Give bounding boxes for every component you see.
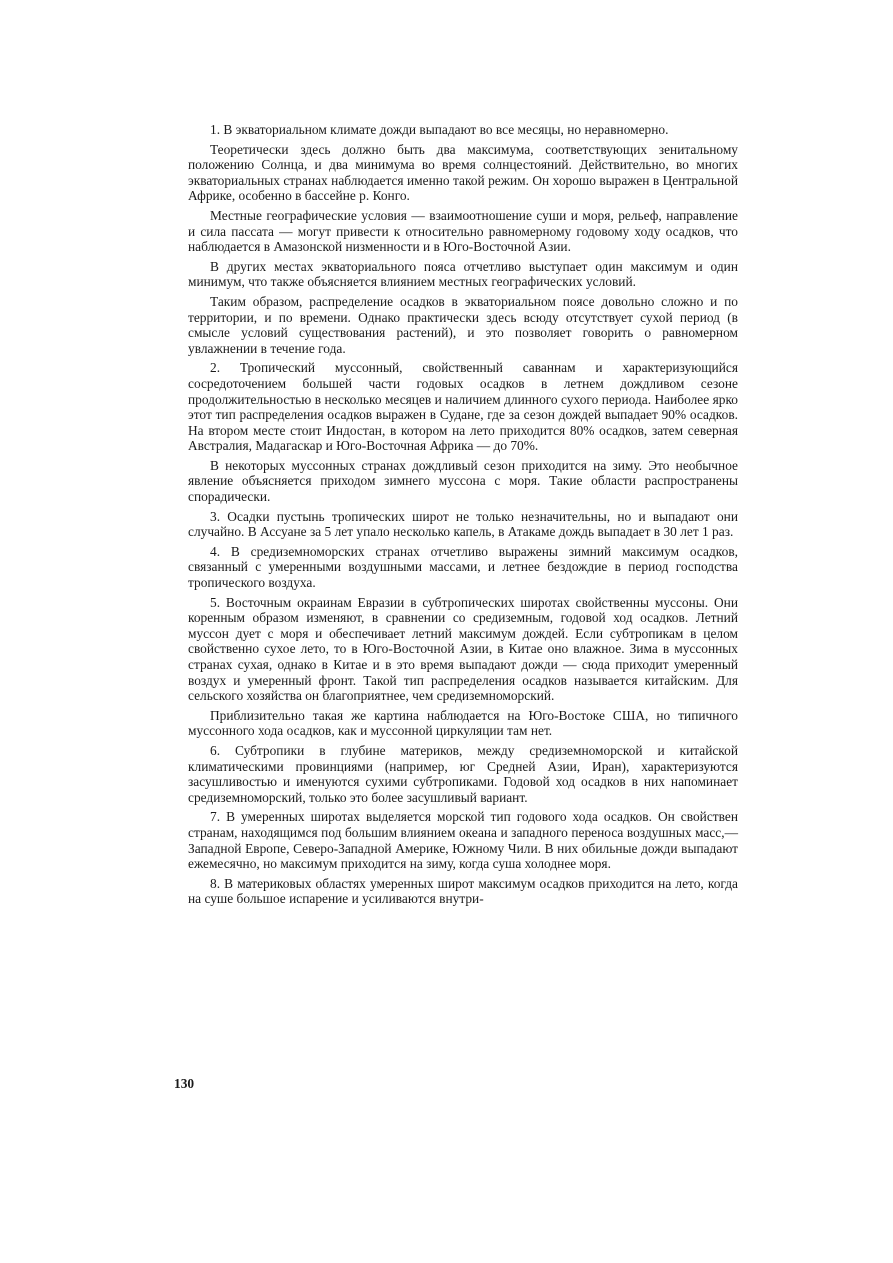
paragraph-6: 2. Тропический муссонный, свойственный саваннам и характеризующийся сосредоточением большей части годовых осадков в летнем дождливом сезоне продолжительностью в несколько месяцев и наличием длинного сухого периода. Наиболее ярко этот тип распределения осадков выражен в Судане, где за сезон дождей выпадает 90% осадков. На втором месте стоит Индостан, в котором на лето приходится 80% осадков, затем северная Австралия, Мадагаскар и Юго-Восточная Африка — до 70%. <box>188 360 738 454</box>
paragraph-3: Местные географические условия — взаимоотношение суши и моря, рельеф, направление и сила пассата — могут привести к относительно равномерному годовому ходу осадков, что наблюдается в Амазонской низменности и в Юго-Восточной Азии. <box>188 207 738 255</box>
paragraph-4: В других местах экваториального пояса отчетливо выступает один максимум и один минимум, что также объясняется влиянием местных географических условий. <box>188 258 738 290</box>
paragraph-14: 8. В материковых областях умеренных широт максимум осадков приходится на лето, когда на суше большое испарение и усиливаются внутри- <box>188 875 738 907</box>
paragraph-12: 6. Субтропики в глубине материков, между средиземноморской и китайской климатическими провинциями (например, юг Средней Азии, Иран), характеризуются засушливостью и именуются сухими субтропиками. Годовой ход осадков в них напоминает средиземноморский, только это более засушливый вариант. <box>188 742 738 805</box>
paragraph-9: 4. В средиземноморских странах отчетливо выражены зимний максимум осадков, связанный с умеренными воздушными массами, и летнее бездождие в период господства тропического воздуха. <box>188 543 738 591</box>
paragraph-11: Приблизительно такая же картина наблюдается на Юго-Востоке США, но типичного муссонного хода осадков, как и муссонной циркуляции там нет. <box>188 707 738 739</box>
page-number: 130 <box>174 1076 195 1091</box>
paragraph-7: В некоторых муссонных странах дождливый сезон приходится на зиму. Это необычное явление объясняется приходом зимнего муссона с моря. Такие области распространены спорадически. <box>188 457 738 505</box>
paragraph-8: 3. Осадки пустынь тропических широт не только незначительны, но и выпадают они случайно. В Ассуане за 5 лет упало несколько капель, в Атакаме дождь выпадает в 30 лет 1 раз. <box>188 508 738 540</box>
paragraph-13: 7. В умеренных широтах выделяется морской тип годового хода осадков. Он свойствен странам, находящимся под большим влиянием океана и западного переноса воздушных масс,— Западной Европе, Северо-Западной Америке, Южному Чили. В них обильные дожди выпадают ежемесячно, но максимум приходится на зиму, когда суша холоднее моря. <box>188 809 738 872</box>
paragraph-1: 1. В экваториальном климате дожди выпадают во все месяцы, но неравномерно. <box>210 122 669 137</box>
paragraph-5: Таким образом, распределение осадков в экваториальном поясе довольно сложно и по территории, и по времени. Однако практически здесь всюду отсутствует сухой период (в смысле условий существования растений), и это позволяет говорить о равномерном увлажнении в течение года. <box>188 293 738 356</box>
page-text <box>188 122 738 911</box>
paragraph-2: Теоретически здесь должно быть два максимума, соответствующих зенитальному положению Солнца, и два минимума во время солнцестояний. Действительно, во многих экваториальных странах наблюдается именно такой режим. Он хорошо выражен в Центральной Африке, особенно в бассейне р. Конго. <box>188 141 738 204</box>
paragraph-10: 5. Восточным окраинам Евразии в субтропических широтах свойственны муссоны. Они коренным образом изменяют, в сравнении со средиземным, годовой ход осадков. Летний муссон дует с моря и обеспечивает летний максимум дождей. Если субтропикам в целом свойственно сухое лето, то в Юго-Восточной Азии, в Китае оно влажное. Зима в муссонных странах сухая, однако в Китае и в это время выпадают дожди — сюда приходит умеренный воздух и умеренный фронт. Такой тип распределения осадков называется китайским. Для сельского хозяйства он благоприятнее, чем средиземноморский. <box>188 594 738 704</box>
